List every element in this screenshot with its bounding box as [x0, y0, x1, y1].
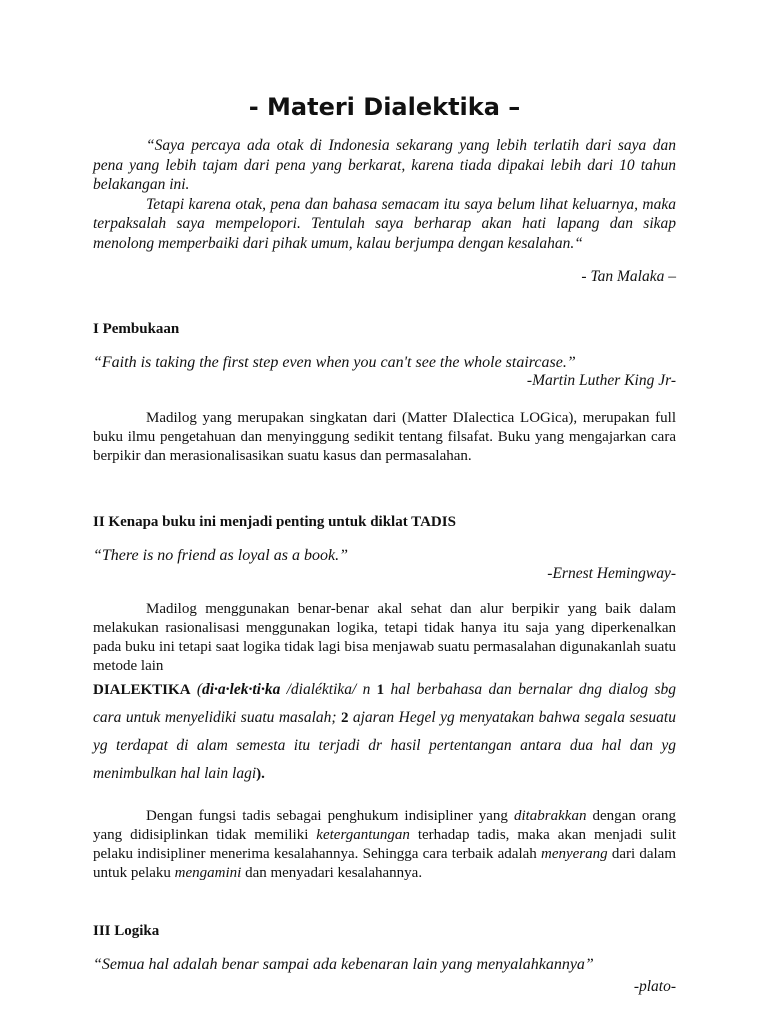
- p2-emphasis-ditabrakkan: ditabrakkan: [513, 808, 587, 824]
- dialektika-definition: [93, 676, 676, 788]
- p2-text-3: terhadap tadis, maka akan menjadi sulit pelaku indisipliner menerima kesalahannya. Sehingga cara terbaik adalah: [93, 827, 677, 862]
- section-1-quote: “Faith is taking the first step even when you can't see the whole staircase.”: [93, 354, 576, 371]
- definition-open: (: [196, 681, 202, 698]
- section-1-quote-author: -Martin Luther King Jr-: [526, 372, 676, 389]
- p2-emphasis-menyerang: menyerang: [540, 846, 608, 862]
- definition-sense-1: hal berbahasa dan bernalar dng dialog sbg cara untuk menyelidiki suatu masalah;: [93, 681, 677, 726]
- section-1-heading: I Pembukaan: [93, 321, 180, 337]
- section-2-quote-author: -Ernest Hemingway-: [547, 565, 676, 582]
- document-title: - Materi Dialektika –: [248, 93, 521, 121]
- p2-text-4: dari dalam untuk pelaku: [93, 846, 677, 881]
- section-2-heading: II Kenapa buku ini menjadi penting untuk diklat TADIS: [93, 514, 456, 530]
- p2-emphasis-ketergantungan: ketergantungan: [316, 827, 410, 843]
- p2-text-5: dan menyadari kesalahannya.: [245, 865, 423, 881]
- intro-quote-paragraph-1: “Saya percaya ada otak di Indonesia sekarang yang lebih terlatih dari saya dan pena yang lebih tajam dari pena yang berkarat, karena tiada dipakai lebih dari 10 tahun belakangan ini.: [93, 137, 676, 193]
- definition-pronunciation: /dialéktika/: [286, 681, 357, 698]
- p2-text-1: Dengan fungsi tadis sebagai penghukum indisipliner yang: [146, 808, 508, 824]
- section-2-paragraph-1-text: Madilog menggunakan benar-benar akal sehat dan alur berpikir yang baik dalam melakukan rasionalisasi menggunakan logika, tetapi tidak hanya itu saja yang diperkenalkan pada buku ini tetapi saat logika tidak lagi bisa menjawab suatu permasalahan digunakanlah suatu metode lain: [93, 601, 676, 674]
- definition-close: ).: [256, 766, 265, 782]
- p2-text-2: dengan orang yang didisiplinkan tidak memiliki: [93, 808, 676, 843]
- definition-number-2: 2: [340, 710, 349, 726]
- section-1-paragraph: Madilog yang merupakan singkatan dari (Matter DIalectica LOGica), merupakan full buku ilmu pengetahuan dan menyinggung sedikit tentang filsafat. Buku yang mengajarkan cara berpikir dan merasionalisasikan suatu kasus dan permasalahan.: [93, 410, 676, 464]
- dialektika-term: DIALEKTIKA: [93, 682, 191, 698]
- section-3-quote-author: -plato-: [633, 978, 676, 995]
- intro-quote-paragraph-2: Tetapi karena otak, pena dan bahasa semacam itu saya belum lihat keluarnya, maka terpaksalah saya mempelopori. Tentulah saya berharap akan hati lapang dan sikap menolong memperbaiki dari pihak umum, kalau berjumpa dengan kesalahan.“: [93, 195, 676, 252]
- definition-syllables: di·a·lek·ti·ka: [201, 681, 281, 698]
- definition-sense-2: ajaran Hegel yg menyatakan bahwa segala sesuatu yg terdapat di alam semesta itu terjadi dr hasil pertentangan antara dua hal dan yg menimbulkan hal lain lagi: [93, 709, 676, 782]
- section-3-heading: III Logika: [93, 923, 160, 939]
- intro-quote: [93, 136, 676, 253]
- p2-emphasis-mengamini: mengamini: [174, 865, 242, 881]
- section-2-quote: “There is no friend as loyal as a book.”: [93, 547, 348, 564]
- section-2-paragraph-1: [93, 600, 676, 676]
- definition-part-of-speech: n: [362, 681, 371, 698]
- section-3-quote: “Semua hal adalah benar sampai ada kebenaran lain yang menyalahkannya”: [93, 956, 594, 973]
- intro-quote-author: - Tan Malaka –: [581, 268, 676, 285]
- definition-number-1: 1: [376, 682, 385, 698]
- section-2-paragraph-2: [93, 807, 676, 883]
